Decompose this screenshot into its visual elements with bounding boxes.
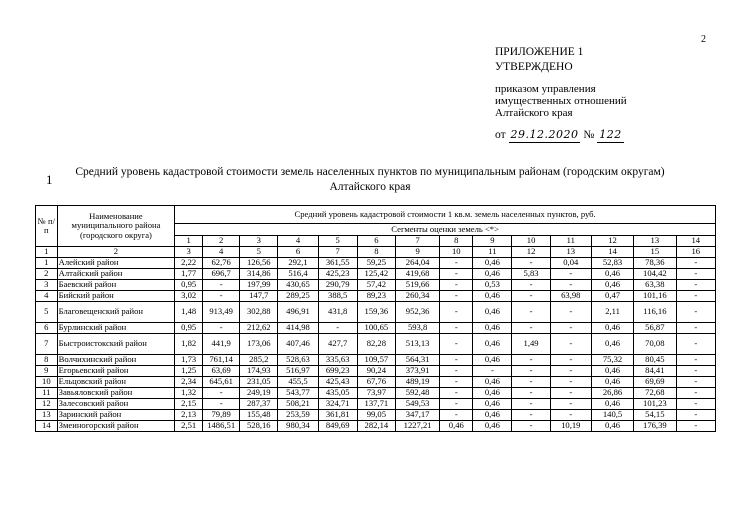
table-row <box>36 377 716 388</box>
segment-value: 2,13 <box>175 410 203 421</box>
segment-value: 126,56 <box>240 258 278 269</box>
district-name: Благовещенский район <box>57 302 175 323</box>
segment-value: 761,14 <box>203 355 240 366</box>
order-line-1: приказом управления <box>495 83 596 95</box>
segment-value: 212,62 <box>240 323 278 334</box>
segment-number: 1 <box>175 236 203 247</box>
header-average-value: Средний уровень кадастровой стоимости 1 кв.м. земель населенных пунктов, руб. <box>175 206 716 224</box>
segment-value: - <box>440 410 473 421</box>
row-number: 14 <box>36 421 58 432</box>
district-name: Завьяловский район <box>57 388 175 399</box>
column-number: 15 <box>634 247 676 258</box>
segment-value: 980,34 <box>278 421 318 432</box>
segment-value: - <box>440 366 473 377</box>
segment-value: - <box>512 366 550 377</box>
segment-value: 0,46 <box>473 399 512 410</box>
segment-value: 104,42 <box>634 269 676 280</box>
segment-value: 231,05 <box>240 377 278 388</box>
date-prefix: от <box>495 129 506 141</box>
segment-value: 0,46 <box>591 421 633 432</box>
segment-value: 314,86 <box>240 269 278 280</box>
row-number: 9 <box>36 366 58 377</box>
segment-value: - <box>550 366 591 377</box>
segment-value: - <box>550 388 591 399</box>
segment-value: 0,46 <box>473 377 512 388</box>
segment-value: 593,8 <box>395 323 439 334</box>
segment-value: 73,97 <box>357 388 395 399</box>
segment-value: - <box>203 323 240 334</box>
segment-value: 1,49 <box>512 334 550 355</box>
segment-value: 0,46 <box>591 269 633 280</box>
segment-value: 0,46 <box>473 323 512 334</box>
segment-number: 13 <box>634 236 676 247</box>
segment-value: 253,59 <box>278 410 318 421</box>
row-number: 2 <box>36 269 58 280</box>
segment-value: 137,71 <box>357 399 395 410</box>
table-row <box>36 280 716 291</box>
segment-value: - <box>550 410 591 421</box>
segment-value: 99,05 <box>357 410 395 421</box>
row-number: 3 <box>36 280 58 291</box>
header-number: № п/п <box>36 206 58 247</box>
segment-value: 109,57 <box>357 355 395 366</box>
table-row <box>36 302 716 323</box>
segment-value: - <box>550 399 591 410</box>
segment-value: 62,76 <box>203 258 240 269</box>
segment-value: 2,34 <box>175 377 203 388</box>
segment-value: 84,41 <box>634 366 676 377</box>
segment-value: - <box>550 280 591 291</box>
segment-value: 1,32 <box>175 388 203 399</box>
segment-value: 79,89 <box>203 410 240 421</box>
segment-value: 427,7 <box>318 334 357 355</box>
segment-value: - <box>676 421 716 432</box>
segment-value: - <box>676 280 716 291</box>
segment-value: 1,73 <box>175 355 203 366</box>
segment-value: - <box>512 410 550 421</box>
segment-value: 347,17 <box>395 410 439 421</box>
number-prefix: № <box>583 129 595 141</box>
segment-value: 435,05 <box>318 388 357 399</box>
cadastral-value-table <box>35 205 716 432</box>
segment-value: - <box>512 291 550 302</box>
segment-value: - <box>440 377 473 388</box>
segment-number: 2 <box>203 236 240 247</box>
segment-value: - <box>676 366 716 377</box>
segment-value: - <box>676 334 716 355</box>
district-name: Волчихинский район <box>57 355 175 366</box>
segment-value: 155,48 <box>240 410 278 421</box>
segment-value: 59,25 <box>357 258 395 269</box>
segment-value: 90,24 <box>357 366 395 377</box>
segment-value: 26,86 <box>591 388 633 399</box>
segment-value: - <box>203 388 240 399</box>
segment-value: 0,46 <box>473 258 512 269</box>
segment-value: 176,39 <box>634 421 676 432</box>
district-name: Баевский район <box>57 280 175 291</box>
column-number: 4 <box>203 247 240 258</box>
segment-number: 3 <box>240 236 278 247</box>
segment-number: 4 <box>278 236 318 247</box>
segment-value: - <box>440 334 473 355</box>
order-line-3: Алтайского края <box>495 107 573 119</box>
segment-value: 519,66 <box>395 280 439 291</box>
district-name: Змеиногорский район <box>57 421 175 432</box>
segment-value: 388,5 <box>318 291 357 302</box>
order-line-2: имущественных отношений <box>495 95 627 107</box>
segment-value: 849,69 <box>318 421 357 432</box>
segment-value: 0,46 <box>591 366 633 377</box>
segment-value: 72,68 <box>634 388 676 399</box>
segment-value: 287,37 <box>240 399 278 410</box>
segment-value: 101,16 <box>634 291 676 302</box>
segment-value: - <box>440 258 473 269</box>
segment-value: 419,68 <box>395 269 439 280</box>
segment-value: - <box>676 399 716 410</box>
segment-value: 1,77 <box>175 269 203 280</box>
segment-value: 516,97 <box>278 366 318 377</box>
segment-value: 289,25 <box>278 291 318 302</box>
segment-value: 140,5 <box>591 410 633 421</box>
row-number: 8 <box>36 355 58 366</box>
segment-value: - <box>440 280 473 291</box>
segment-value: 100,65 <box>357 323 395 334</box>
segment-value: 0,46 <box>591 280 633 291</box>
segment-value: - <box>512 302 550 323</box>
segment-value: 913,49 <box>203 302 240 323</box>
segment-value: 441,9 <box>203 334 240 355</box>
segment-value: 508,21 <box>278 399 318 410</box>
segment-value: 407,46 <box>278 334 318 355</box>
table-body <box>36 258 716 432</box>
segment-value: 0,47 <box>591 291 633 302</box>
segment-value: - <box>440 269 473 280</box>
segment-value: 361,81 <box>318 410 357 421</box>
segment-value: 75,32 <box>591 355 633 366</box>
approved-label: УТВЕРЖДЕНО <box>495 61 573 73</box>
segment-value: 63,38 <box>634 280 676 291</box>
segment-value: 63,69 <box>203 366 240 377</box>
district-name: Алейский район <box>57 258 175 269</box>
segment-value: 125,42 <box>357 269 395 280</box>
segment-value: - <box>440 323 473 334</box>
segment-value: 489,19 <box>395 377 439 388</box>
segment-value: 425,43 <box>318 377 357 388</box>
segment-value: - <box>440 291 473 302</box>
segment-value: - <box>676 269 716 280</box>
segment-value: 0,46 <box>473 269 512 280</box>
margin-mark: 1 <box>46 172 53 187</box>
table-header <box>36 206 716 258</box>
segment-value: 564,31 <box>395 355 439 366</box>
segment-value: - <box>512 388 550 399</box>
segment-value: 1,82 <box>175 334 203 355</box>
title-line-1: Средний уровень кадастровой стоимости земель населенных пунктов по муниципальным районам (городским округам) <box>75 166 665 178</box>
row-number: 10 <box>36 377 58 388</box>
table-row <box>36 269 716 280</box>
segment-value: - <box>440 302 473 323</box>
order-date-line <box>495 127 627 143</box>
segment-value: 82,28 <box>357 334 395 355</box>
segment-number: 8 <box>440 236 473 247</box>
district-name: Залесовский район <box>57 399 175 410</box>
column-number: 6 <box>278 247 318 258</box>
segment-value: 0,46 <box>591 334 633 355</box>
column-number: 7 <box>318 247 357 258</box>
row-number: 4 <box>36 291 58 302</box>
segment-value: 645,61 <box>203 377 240 388</box>
document-title <box>60 165 680 195</box>
segment-value: - <box>512 258 550 269</box>
segment-value: 0,46 <box>473 302 512 323</box>
segment-value: 699,23 <box>318 366 357 377</box>
segment-value: 0,04 <box>550 258 591 269</box>
column-number: 12 <box>512 247 550 258</box>
segment-value: 0,46 <box>473 334 512 355</box>
order-number: 122 <box>599 128 622 141</box>
segment-value: 0,53 <box>473 280 512 291</box>
segment-number: 9 <box>473 236 512 247</box>
segment-value: 264,04 <box>395 258 439 269</box>
segment-value: 2,51 <box>175 421 203 432</box>
segment-value: 249,19 <box>240 388 278 399</box>
table-row <box>36 291 716 302</box>
header-segments: Сегменты оценки земель <*> <box>175 224 716 236</box>
segment-value: 285,2 <box>240 355 278 366</box>
segment-value: 1,48 <box>175 302 203 323</box>
column-number: 14 <box>591 247 633 258</box>
segment-value: - <box>512 377 550 388</box>
segment-value: 197,99 <box>240 280 278 291</box>
approval-block <box>495 45 627 143</box>
segment-value: 335,63 <box>318 355 357 366</box>
segment-value: 1486,51 <box>203 421 240 432</box>
segment-value: 5,83 <box>512 269 550 280</box>
segment-value: 0,46 <box>473 410 512 421</box>
table-row <box>36 258 716 269</box>
column-number: 10 <box>440 247 473 258</box>
segment-value: - <box>512 355 550 366</box>
segment-value: 696,7 <box>203 269 240 280</box>
segment-value: 373,91 <box>395 366 439 377</box>
segment-value: 89,23 <box>357 291 395 302</box>
header-district-name: Наименование муниципального района (городского округа) <box>57 206 175 247</box>
segment-value: 0,95 <box>175 280 203 291</box>
segment-value: 52,83 <box>591 258 633 269</box>
segment-value: 290,79 <box>318 280 357 291</box>
segment-value: - <box>550 334 591 355</box>
district-name: Бийский район <box>57 291 175 302</box>
segment-value: 592,48 <box>395 388 439 399</box>
segment-value: - <box>676 323 716 334</box>
segment-value: 2,22 <box>175 258 203 269</box>
table-row <box>36 388 716 399</box>
table-row <box>36 366 716 377</box>
segment-value: 0,46 <box>473 388 512 399</box>
row-number: 12 <box>36 399 58 410</box>
appendix-label: ПРИЛОЖЕНИЕ 1 <box>495 46 584 58</box>
table-row <box>36 334 716 355</box>
segment-value: - <box>676 410 716 421</box>
segment-number: 12 <box>591 236 633 247</box>
segment-value: 80,45 <box>634 355 676 366</box>
segment-value: 1,25 <box>175 366 203 377</box>
segment-value: 54,15 <box>634 410 676 421</box>
segment-value: 0,46 <box>591 399 633 410</box>
segment-value: 63,98 <box>550 291 591 302</box>
segment-value: - <box>512 280 550 291</box>
district-name: Ельцовский район <box>57 377 175 388</box>
segment-value: 0,46 <box>591 323 633 334</box>
segment-value: 159,36 <box>357 302 395 323</box>
segment-value: - <box>318 323 357 334</box>
segment-value: 2,15 <box>175 399 203 410</box>
segment-number: 10 <box>512 236 550 247</box>
column-number: 3 <box>175 247 203 258</box>
segment-value: - <box>676 355 716 366</box>
table-row <box>36 410 716 421</box>
segment-value: - <box>676 258 716 269</box>
segment-value: 302,88 <box>240 302 278 323</box>
segment-value: 260,34 <box>395 291 439 302</box>
segment-value: 549,53 <box>395 399 439 410</box>
segment-value: 69,69 <box>634 377 676 388</box>
segment-number: 11 <box>550 236 591 247</box>
segment-value: 324,71 <box>318 399 357 410</box>
order-date: 29.12.2020 <box>510 128 579 141</box>
segment-value: - <box>440 355 473 366</box>
segment-value: 1227,21 <box>395 421 439 432</box>
column-number: 1 <box>36 247 58 258</box>
segment-value: - <box>440 399 473 410</box>
page-number: 2 <box>701 34 706 45</box>
segment-number: 5 <box>318 236 357 247</box>
segment-value: 0,46 <box>473 355 512 366</box>
segment-value: - <box>512 399 550 410</box>
district-name: Алтайский район <box>57 269 175 280</box>
segment-value: - <box>512 323 550 334</box>
table-row <box>36 355 716 366</box>
segment-number: 14 <box>676 236 716 247</box>
column-number: 11 <box>473 247 512 258</box>
segment-value: 455,5 <box>278 377 318 388</box>
segment-value: 0,95 <box>175 323 203 334</box>
column-numbers-row <box>36 247 716 258</box>
column-number: 13 <box>550 247 591 258</box>
segment-value: 361,55 <box>318 258 357 269</box>
segment-value: - <box>203 399 240 410</box>
column-number: 16 <box>676 247 716 258</box>
district-name: Бурлинский район <box>57 323 175 334</box>
segment-value: 174,93 <box>240 366 278 377</box>
segment-value: - <box>512 421 550 432</box>
column-number: 8 <box>357 247 395 258</box>
segment-value: 116,16 <box>634 302 676 323</box>
segment-value: - <box>550 355 591 366</box>
segment-value: 431,8 <box>318 302 357 323</box>
segment-value: 528,16 <box>240 421 278 432</box>
row-number: 5 <box>36 302 58 323</box>
segment-value: - <box>676 377 716 388</box>
segment-number: 7 <box>395 236 439 247</box>
segment-number: 6 <box>357 236 395 247</box>
segment-value: 543,77 <box>278 388 318 399</box>
row-number: 1 <box>36 258 58 269</box>
title-line-2: Алтайского края <box>329 181 411 193</box>
row-number: 7 <box>36 334 58 355</box>
segment-value: 2,11 <box>591 302 633 323</box>
segment-value: - <box>440 388 473 399</box>
segment-value: 952,36 <box>395 302 439 323</box>
segment-value: 430,65 <box>278 280 318 291</box>
segment-value: 147,7 <box>240 291 278 302</box>
segment-value: - <box>550 377 591 388</box>
segment-value: 496,91 <box>278 302 318 323</box>
segment-value: - <box>550 302 591 323</box>
table-row <box>36 421 716 432</box>
segment-value: 528,63 <box>278 355 318 366</box>
column-number: 9 <box>395 247 439 258</box>
segment-value: 101,23 <box>634 399 676 410</box>
row-number: 6 <box>36 323 58 334</box>
segment-value: 67,76 <box>357 377 395 388</box>
segment-value: 292,1 <box>278 258 318 269</box>
row-number: 13 <box>36 410 58 421</box>
segment-value: 10,19 <box>550 421 591 432</box>
column-number: 5 <box>240 247 278 258</box>
segment-value: - <box>676 291 716 302</box>
district-name: Егорьевский район <box>57 366 175 377</box>
segment-value: 282,14 <box>357 421 395 432</box>
segment-value: - <box>550 269 591 280</box>
segment-value: - <box>676 388 716 399</box>
row-number: 11 <box>36 388 58 399</box>
segment-value: 0,46 <box>473 421 512 432</box>
segment-value: - <box>676 302 716 323</box>
table-row <box>36 323 716 334</box>
segment-value: 3,02 <box>175 291 203 302</box>
segment-value: 56,87 <box>634 323 676 334</box>
segment-value: 0,46 <box>473 291 512 302</box>
segment-value: 57,42 <box>357 280 395 291</box>
segment-value: 173,06 <box>240 334 278 355</box>
segment-value: 70,08 <box>634 334 676 355</box>
segment-value: 78,36 <box>634 258 676 269</box>
segment-value: - <box>203 291 240 302</box>
column-number: 2 <box>57 247 175 258</box>
segment-value: - <box>550 323 591 334</box>
segment-value: 0,46 <box>591 377 633 388</box>
segment-value: 0,46 <box>440 421 473 432</box>
district-name: Быстроистокский район <box>57 334 175 355</box>
segment-value: 425,23 <box>318 269 357 280</box>
segment-value: 513,13 <box>395 334 439 355</box>
segment-value: - <box>473 366 512 377</box>
segment-value: - <box>203 280 240 291</box>
segment-value: 414,98 <box>278 323 318 334</box>
district-name: Заринский район <box>57 410 175 421</box>
segment-value: 516,4 <box>278 269 318 280</box>
table-row <box>36 399 716 410</box>
